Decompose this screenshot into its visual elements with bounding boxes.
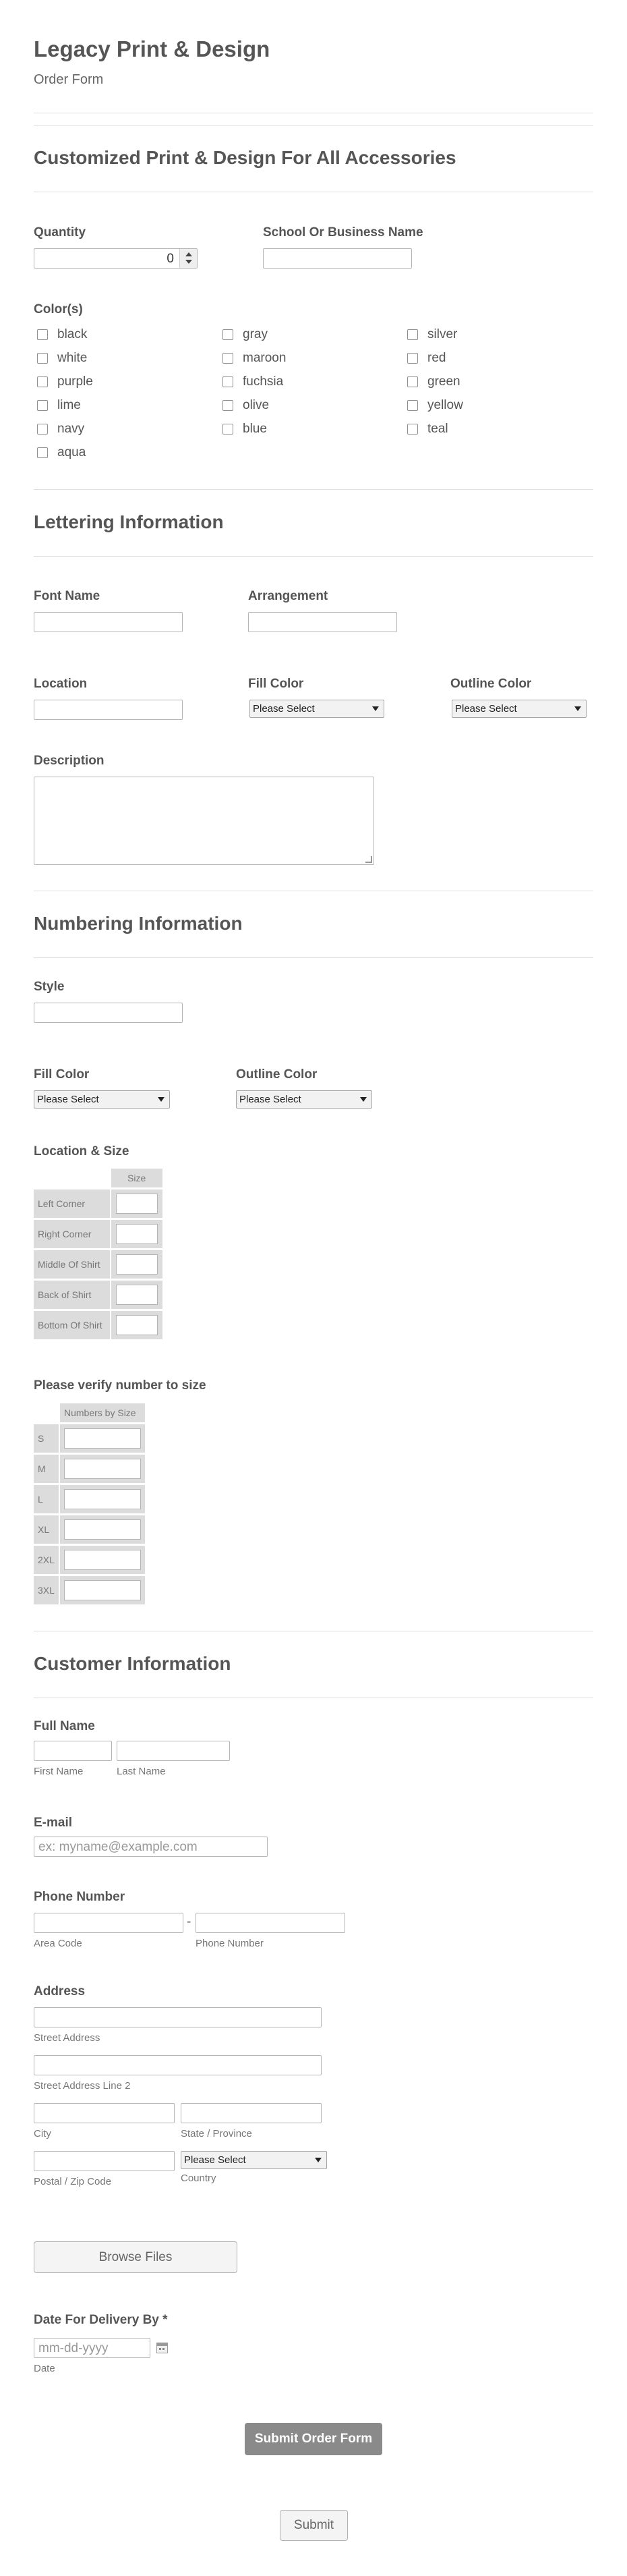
location-row-label: Bottom Of Shirt bbox=[38, 1320, 102, 1331]
checkbox-label-silver: silver bbox=[427, 327, 458, 341]
email-label: E-mail bbox=[34, 1816, 73, 1830]
school-input[interactable] bbox=[263, 248, 412, 269]
arrangement-input[interactable] bbox=[248, 612, 397, 632]
quantity-value: 0 bbox=[167, 252, 174, 266]
checkbox-olive[interactable] bbox=[222, 400, 233, 411]
browse-files-button[interactable]: Browse Files bbox=[34, 2241, 237, 2273]
area-code-sublabel: Area Code bbox=[34, 1938, 82, 1949]
street-address-line2-input[interactable] bbox=[34, 2055, 322, 2075]
country-select[interactable] bbox=[181, 2151, 327, 2169]
street-address-line2-sublabel: Street Address Line 2 bbox=[34, 2080, 131, 2092]
checkbox-blue[interactable] bbox=[222, 424, 233, 435]
phone-dash: - bbox=[187, 1915, 191, 1929]
location-label: Location bbox=[34, 677, 88, 691]
email-placeholder: ex: myname@example.com bbox=[38, 1840, 198, 1854]
checkbox-label-olive: olive bbox=[243, 398, 270, 412]
numbers-header: Numbers by Size bbox=[64, 1407, 136, 1418]
chevron-up-icon[interactable] bbox=[185, 252, 192, 256]
postal-code-sublabel: Postal / Zip Code bbox=[34, 2176, 112, 2187]
location-row-label: Right Corner bbox=[38, 1229, 92, 1239]
description-textarea[interactable] bbox=[34, 777, 374, 865]
stepper-arrows[interactable] bbox=[179, 249, 197, 268]
location-row-label: Back of Shirt bbox=[38, 1289, 92, 1300]
checkbox-navy[interactable] bbox=[37, 424, 48, 435]
checkbox-label-teal: teal bbox=[427, 422, 448, 436]
size-row-label: M bbox=[38, 1463, 46, 1474]
delivery-date-input[interactable] bbox=[34, 2338, 150, 2358]
checkbox-label-navy: navy bbox=[57, 422, 85, 436]
delivery-date-label bbox=[34, 2313, 168, 2328]
checkbox-yellow[interactable] bbox=[407, 400, 418, 411]
checkbox-purple[interactable] bbox=[37, 376, 48, 387]
checkbox-fuchsia[interactable] bbox=[222, 376, 233, 387]
location-row-label: Middle Of Shirt bbox=[38, 1259, 100, 1270]
colors-label: Color(s) bbox=[34, 302, 83, 316]
section-heading-lettering: Lettering Information bbox=[34, 511, 224, 532]
last-name-sublabel: Last Name bbox=[117, 1766, 166, 1777]
checkbox-label-purple: purple bbox=[57, 374, 93, 389]
checkbox-label-aqua: aqua bbox=[57, 445, 86, 459]
delivery-date-label-text: Date For Delivery By bbox=[34, 2313, 159, 2327]
numbering-outline-color-select-value: Please Select bbox=[239, 1094, 301, 1105]
date-placeholder: mm-dd-yyyy bbox=[38, 2341, 109, 2355]
checkbox-label-green: green bbox=[427, 374, 460, 389]
location-size-input[interactable] bbox=[116, 1224, 158, 1244]
checkbox-label-blue: blue bbox=[243, 422, 267, 436]
divider bbox=[34, 957, 593, 958]
full-name-label: Full Name bbox=[34, 1719, 95, 1733]
country-sublabel: Country bbox=[181, 2173, 216, 2184]
page-title: Legacy Print & Design bbox=[34, 36, 270, 61]
fill-color-select[interactable] bbox=[249, 700, 384, 718]
size-number-input[interactable] bbox=[64, 1428, 141, 1449]
checkbox-lime[interactable] bbox=[37, 400, 48, 411]
font-name-input[interactable] bbox=[34, 612, 183, 632]
checkbox-label-red: red bbox=[427, 351, 446, 365]
style-input[interactable] bbox=[34, 1003, 183, 1023]
size-number-input[interactable] bbox=[64, 1519, 141, 1540]
phone-label: Phone Number bbox=[34, 1890, 125, 1904]
style-label: Style bbox=[34, 980, 65, 994]
checkbox-label-maroon: maroon bbox=[243, 351, 287, 365]
phone-number-input[interactable] bbox=[196, 1913, 345, 1933]
location-input[interactable] bbox=[34, 700, 183, 720]
numbering-fill-color-select-value: Please Select bbox=[37, 1094, 99, 1105]
checkbox-maroon[interactable] bbox=[222, 353, 233, 364]
first-name-input[interactable] bbox=[34, 1741, 112, 1761]
section-heading-customer: Customer Information bbox=[34, 1653, 231, 1674]
submit-order-form-button[interactable]: Submit Order Form bbox=[245, 2423, 382, 2455]
checkbox-aqua[interactable] bbox=[37, 447, 48, 458]
chevron-down-icon bbox=[158, 1097, 165, 1102]
submit-button[interactable]: Submit bbox=[280, 2510, 348, 2541]
calendar-icon-header bbox=[157, 2343, 167, 2346]
phone-number-sublabel: Phone Number bbox=[196, 1938, 264, 1949]
calendar-icon[interactable] bbox=[156, 2343, 168, 2353]
city-sublabel: City bbox=[34, 2128, 51, 2139]
outline-color-label: Outline Color bbox=[450, 677, 532, 691]
postal-code-input[interactable] bbox=[34, 2151, 175, 2171]
checkbox-label-gray: gray bbox=[243, 327, 268, 341]
first-name-sublabel: First Name bbox=[34, 1766, 84, 1777]
outline-color-select[interactable] bbox=[452, 700, 587, 718]
address-label: Address bbox=[34, 1984, 86, 1998]
size-row-label: XL bbox=[38, 1524, 50, 1535]
chevron-down-icon[interactable] bbox=[185, 260, 192, 264]
city-input[interactable] bbox=[34, 2103, 175, 2123]
checkbox-label-yellow: yellow bbox=[427, 398, 463, 412]
checkbox-label-fuchsia: fuchsia bbox=[243, 374, 284, 389]
size-row-label: S bbox=[38, 1433, 44, 1444]
quantity-stepper[interactable] bbox=[34, 248, 198, 269]
fill-color-label: Fill Color bbox=[248, 677, 304, 691]
area-code-input[interactable] bbox=[34, 1913, 183, 1933]
resize-handle-icon[interactable] bbox=[365, 856, 372, 863]
street-address-input[interactable] bbox=[34, 2007, 322, 2027]
checkbox-white[interactable] bbox=[37, 353, 48, 364]
size-row-label: L bbox=[38, 1494, 43, 1505]
chevron-down-icon bbox=[315, 2158, 322, 2162]
state-input[interactable] bbox=[181, 2103, 322, 2123]
checkbox-red[interactable] bbox=[407, 353, 418, 364]
last-name-input[interactable] bbox=[117, 1741, 230, 1761]
divider bbox=[34, 556, 593, 557]
country-select-value: Please Select bbox=[184, 2154, 246, 2166]
checkbox-label-black: black bbox=[57, 327, 88, 341]
section-heading-customized: Customized Print & Design For All Accessories bbox=[34, 147, 456, 168]
fill-color-select-value: Please Select bbox=[253, 703, 315, 715]
location-size-input[interactable] bbox=[116, 1285, 158, 1305]
street-address-sublabel: Street Address bbox=[34, 2032, 100, 2044]
checkbox-teal[interactable] bbox=[407, 424, 418, 435]
size-row-label: 3XL bbox=[38, 1585, 55, 1596]
location-size-input[interactable] bbox=[116, 1194, 158, 1214]
checkbox-black[interactable] bbox=[37, 329, 48, 340]
size-row-label: 2XL bbox=[38, 1555, 55, 1565]
chevron-down-icon bbox=[574, 706, 581, 711]
size-number-input[interactable] bbox=[64, 1489, 141, 1509]
description-label: Description bbox=[34, 754, 104, 768]
state-sublabel: State / Province bbox=[181, 2128, 252, 2139]
size-number-input[interactable] bbox=[64, 1459, 141, 1479]
size-header: Size bbox=[127, 1173, 146, 1183]
numbering-fill-color-label: Fill Color bbox=[34, 1067, 90, 1082]
chevron-down-icon bbox=[360, 1097, 367, 1102]
numbering-fill-color-select[interactable] bbox=[34, 1090, 170, 1109]
divider bbox=[34, 489, 593, 490]
checkbox-label-lime: lime bbox=[57, 398, 81, 412]
checkbox-gray[interactable] bbox=[222, 329, 233, 340]
checkbox-silver[interactable] bbox=[407, 329, 418, 340]
email-field[interactable] bbox=[34, 1837, 268, 1857]
school-label: School Or Business Name bbox=[263, 225, 423, 240]
outline-color-select-value: Please Select bbox=[455, 703, 517, 715]
arrangement-label: Arrangement bbox=[248, 589, 328, 603]
size-number-input[interactable] bbox=[64, 1550, 141, 1570]
location-size-input[interactable] bbox=[116, 1315, 158, 1335]
required-mark: * bbox=[162, 2313, 168, 2327]
location-row-label: Left Corner bbox=[38, 1198, 86, 1209]
calendar-icon-dot bbox=[159, 2348, 161, 2350]
date-sublabel: Date bbox=[34, 2363, 55, 2374]
size-number-input[interactable] bbox=[64, 1580, 141, 1600]
calendar-icon-dot bbox=[162, 2348, 165, 2350]
location-size-input[interactable] bbox=[116, 1254, 158, 1275]
verify-size-label: Please verify number to size bbox=[34, 1378, 206, 1393]
checkbox-label-white: white bbox=[57, 351, 88, 365]
page-subtitle: Order Form bbox=[34, 72, 104, 87]
font-name-label: Font Name bbox=[34, 589, 100, 603]
numbering-outline-color-label: Outline Color bbox=[236, 1067, 318, 1082]
location-size-label: Location & Size bbox=[34, 1144, 129, 1158]
numbering-outline-color-select[interactable] bbox=[236, 1090, 372, 1109]
section-heading-numbering: Numbering Information bbox=[34, 913, 243, 934]
chevron-down-icon bbox=[372, 706, 379, 711]
checkbox-green[interactable] bbox=[407, 376, 418, 387]
quantity-label: Quantity bbox=[34, 225, 86, 240]
